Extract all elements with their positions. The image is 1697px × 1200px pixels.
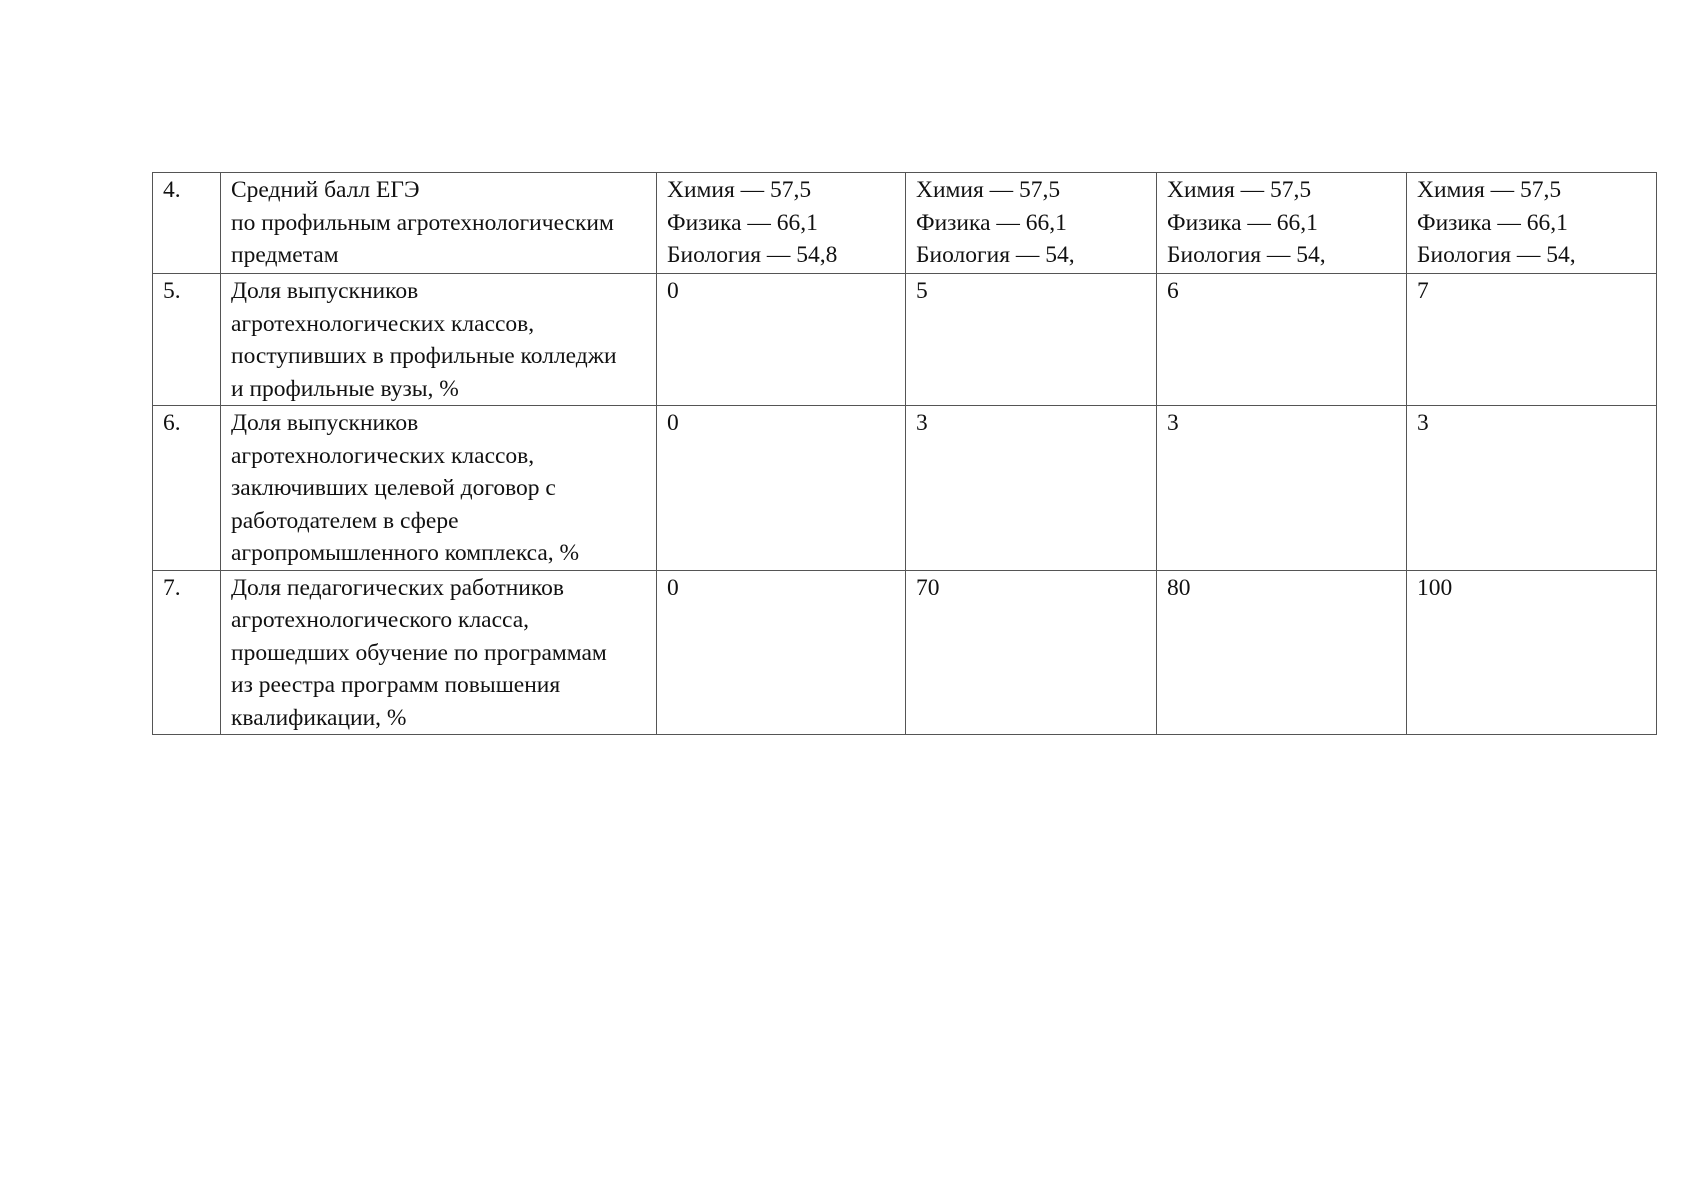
- value-line: Физика — 66,1: [667, 209, 818, 236]
- description-line: Доля выпускников: [231, 410, 419, 436]
- indicator-description: [221, 274, 657, 406]
- description-line: работодателем в сфере: [231, 507, 459, 534]
- table-row: [153, 274, 1657, 406]
- description-line: Доля выпускников: [231, 278, 419, 304]
- value-line: 0: [667, 574, 679, 601]
- value-line: 100: [1417, 574, 1453, 601]
- value-line: Физика — 66,1: [1167, 209, 1318, 236]
- value-line: Химия — 57,5: [667, 177, 812, 203]
- description-line: агротехнологических классов,: [231, 310, 535, 337]
- value-line: 3: [916, 410, 928, 436]
- value-line: 3: [1167, 410, 1179, 436]
- indicators-table: [152, 172, 1657, 735]
- value-line: 0: [667, 278, 679, 304]
- value-line: 80: [1167, 574, 1191, 601]
- value-cell: [906, 570, 1157, 735]
- value-line: Химия — 57,5: [1417, 177, 1562, 203]
- description-line: Средний балл ЕГЭ: [231, 177, 420, 203]
- value-line: 5: [916, 278, 928, 304]
- table-row: [153, 406, 1657, 571]
- description-line: квалификации, %: [231, 704, 407, 731]
- indicator-description: [221, 570, 657, 735]
- value-cell: [657, 274, 906, 406]
- value-line: Биология — 54,8: [667, 242, 838, 268]
- value-cell: [1157, 173, 1407, 274]
- description-line: заключивших целевой договор с: [231, 475, 556, 501]
- value-line: Биология — 54,: [1417, 242, 1576, 268]
- value-line: Биология — 54,: [1167, 242, 1326, 268]
- description-line: по профильным агротехнологическим: [231, 209, 614, 236]
- description-line: агротехнологических классов,: [231, 442, 535, 469]
- description-line: прошедших обучение по программам: [231, 639, 607, 666]
- row-number: 6.: [153, 406, 221, 571]
- table-row: [153, 173, 1657, 274]
- description-line: агротехнологического класса,: [231, 607, 530, 633]
- value-line: 6: [1167, 278, 1179, 304]
- value-cell: [1407, 570, 1657, 735]
- description-line: и профильные вузы, %: [231, 375, 459, 402]
- row-number: 5.: [153, 274, 221, 406]
- value-cell: [657, 173, 906, 274]
- row-number: 7.: [153, 570, 221, 735]
- indicator-description: [221, 406, 657, 571]
- value-line: 7: [1417, 278, 1429, 304]
- value-cell: [906, 173, 1157, 274]
- description-line: предметам: [231, 242, 339, 268]
- value-cell: [906, 274, 1157, 406]
- value-cell: [1407, 406, 1657, 571]
- value-line: Физика — 66,1: [916, 209, 1067, 236]
- value-cell: [1157, 274, 1407, 406]
- value-cell: [906, 406, 1157, 571]
- value-cell: [657, 570, 906, 735]
- indicator-description: [221, 173, 657, 274]
- value-cell: [1407, 274, 1657, 406]
- description-line: агропромышленного комплекса, %: [231, 540, 580, 566]
- description-line: из реестра программ повышения: [231, 672, 561, 698]
- value-line: Биология — 54,: [916, 242, 1075, 268]
- value-line: 3: [1417, 410, 1429, 436]
- value-line: 0: [667, 410, 679, 436]
- value-cell: [1407, 173, 1657, 274]
- description-line: Доля педагогических работников: [231, 574, 564, 601]
- value-cell: [1157, 570, 1407, 735]
- value-cell: [1157, 406, 1407, 571]
- value-line: 70: [916, 574, 940, 601]
- value-line: Физика — 66,1: [1417, 209, 1568, 236]
- value-line: Химия — 57,5: [916, 177, 1061, 203]
- row-number: 4.: [153, 173, 221, 274]
- value-line: Химия — 57,5: [1167, 177, 1312, 203]
- value-cell: [657, 406, 906, 571]
- description-line: поступивших в профильные колледжи: [231, 343, 617, 369]
- table-row: [153, 570, 1657, 735]
